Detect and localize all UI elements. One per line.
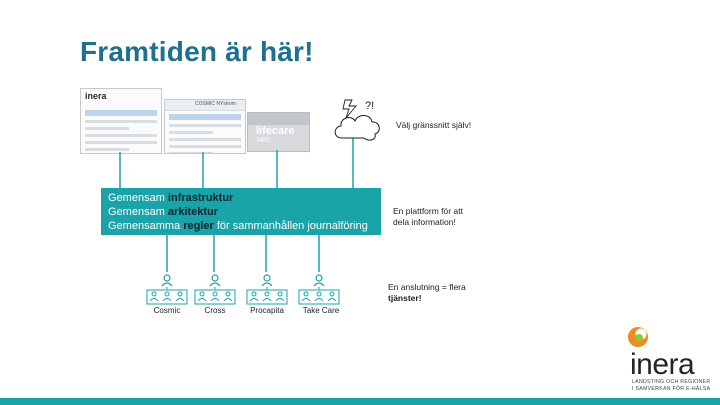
infra-line-3 — [108, 220, 368, 232]
system-label-procapita: Procapita — [250, 306, 284, 315]
question-mark-label: ?! — [365, 100, 375, 112]
lifecare-sub: MPO — [257, 138, 271, 144]
inera-logo-tagline-2: I SAMVERKAN FÖR E-HÄLSA — [632, 386, 711, 392]
infra-line-2 — [108, 206, 218, 218]
system-label-take-care: Take Care — [302, 306, 340, 315]
inera-logo-tagline-1: LANDSTING OCH REGIONER — [632, 379, 711, 385]
inera-logo-word: inera — [630, 348, 695, 381]
note-connection-line-2: tjänster! — [388, 293, 422, 303]
system-label-cosmic: Cosmic — [153, 306, 181, 315]
note-choose-interface: Välj gränssnitt själv! — [396, 120, 472, 130]
bottom-accent-bar — [0, 398, 720, 405]
people-group-icon-take-care — [299, 275, 339, 304]
people-group-icon-cross — [195, 275, 235, 304]
infra-line-2-bold: arkitektur — [167, 206, 219, 218]
infra-line-3-bold: regler — [183, 220, 214, 232]
slide-title: Framtiden är här! — [80, 36, 314, 67]
note-platform — [393, 206, 463, 228]
infra-line-1 — [108, 192, 233, 204]
inera-logo — [620, 326, 716, 392]
cloud-icon — [335, 115, 379, 140]
system-label-cross: Cross — [204, 306, 226, 315]
mini-app-title: COSMIC NYstrom — [195, 101, 236, 107]
infra-line-2-text: Gemensam — [108, 206, 168, 218]
note-platform-line-2: dela information! — [393, 217, 456, 227]
note-connection — [388, 282, 466, 304]
infra-line-3-text: Gemensamma — [108, 220, 184, 232]
common-infrastructure-box — [101, 188, 381, 235]
infra-line-1-text: Gemensam — [108, 192, 168, 204]
infra-line-3-post: för sammanhållen journalföring — [213, 220, 368, 232]
lifecare-name: lifecare — [256, 125, 295, 137]
note-platform-line-1: En plattform för att — [393, 206, 463, 216]
lightning-icon — [343, 100, 356, 118]
note-connection-line-1: En anslutning = flera — [388, 282, 466, 292]
mini-inera-logo: inera — [85, 91, 107, 101]
people-group-icon-cosmic — [147, 275, 187, 304]
infra-line-1-bold: infrastruktur — [167, 192, 234, 204]
people-group-icon-procapita — [247, 275, 287, 304]
